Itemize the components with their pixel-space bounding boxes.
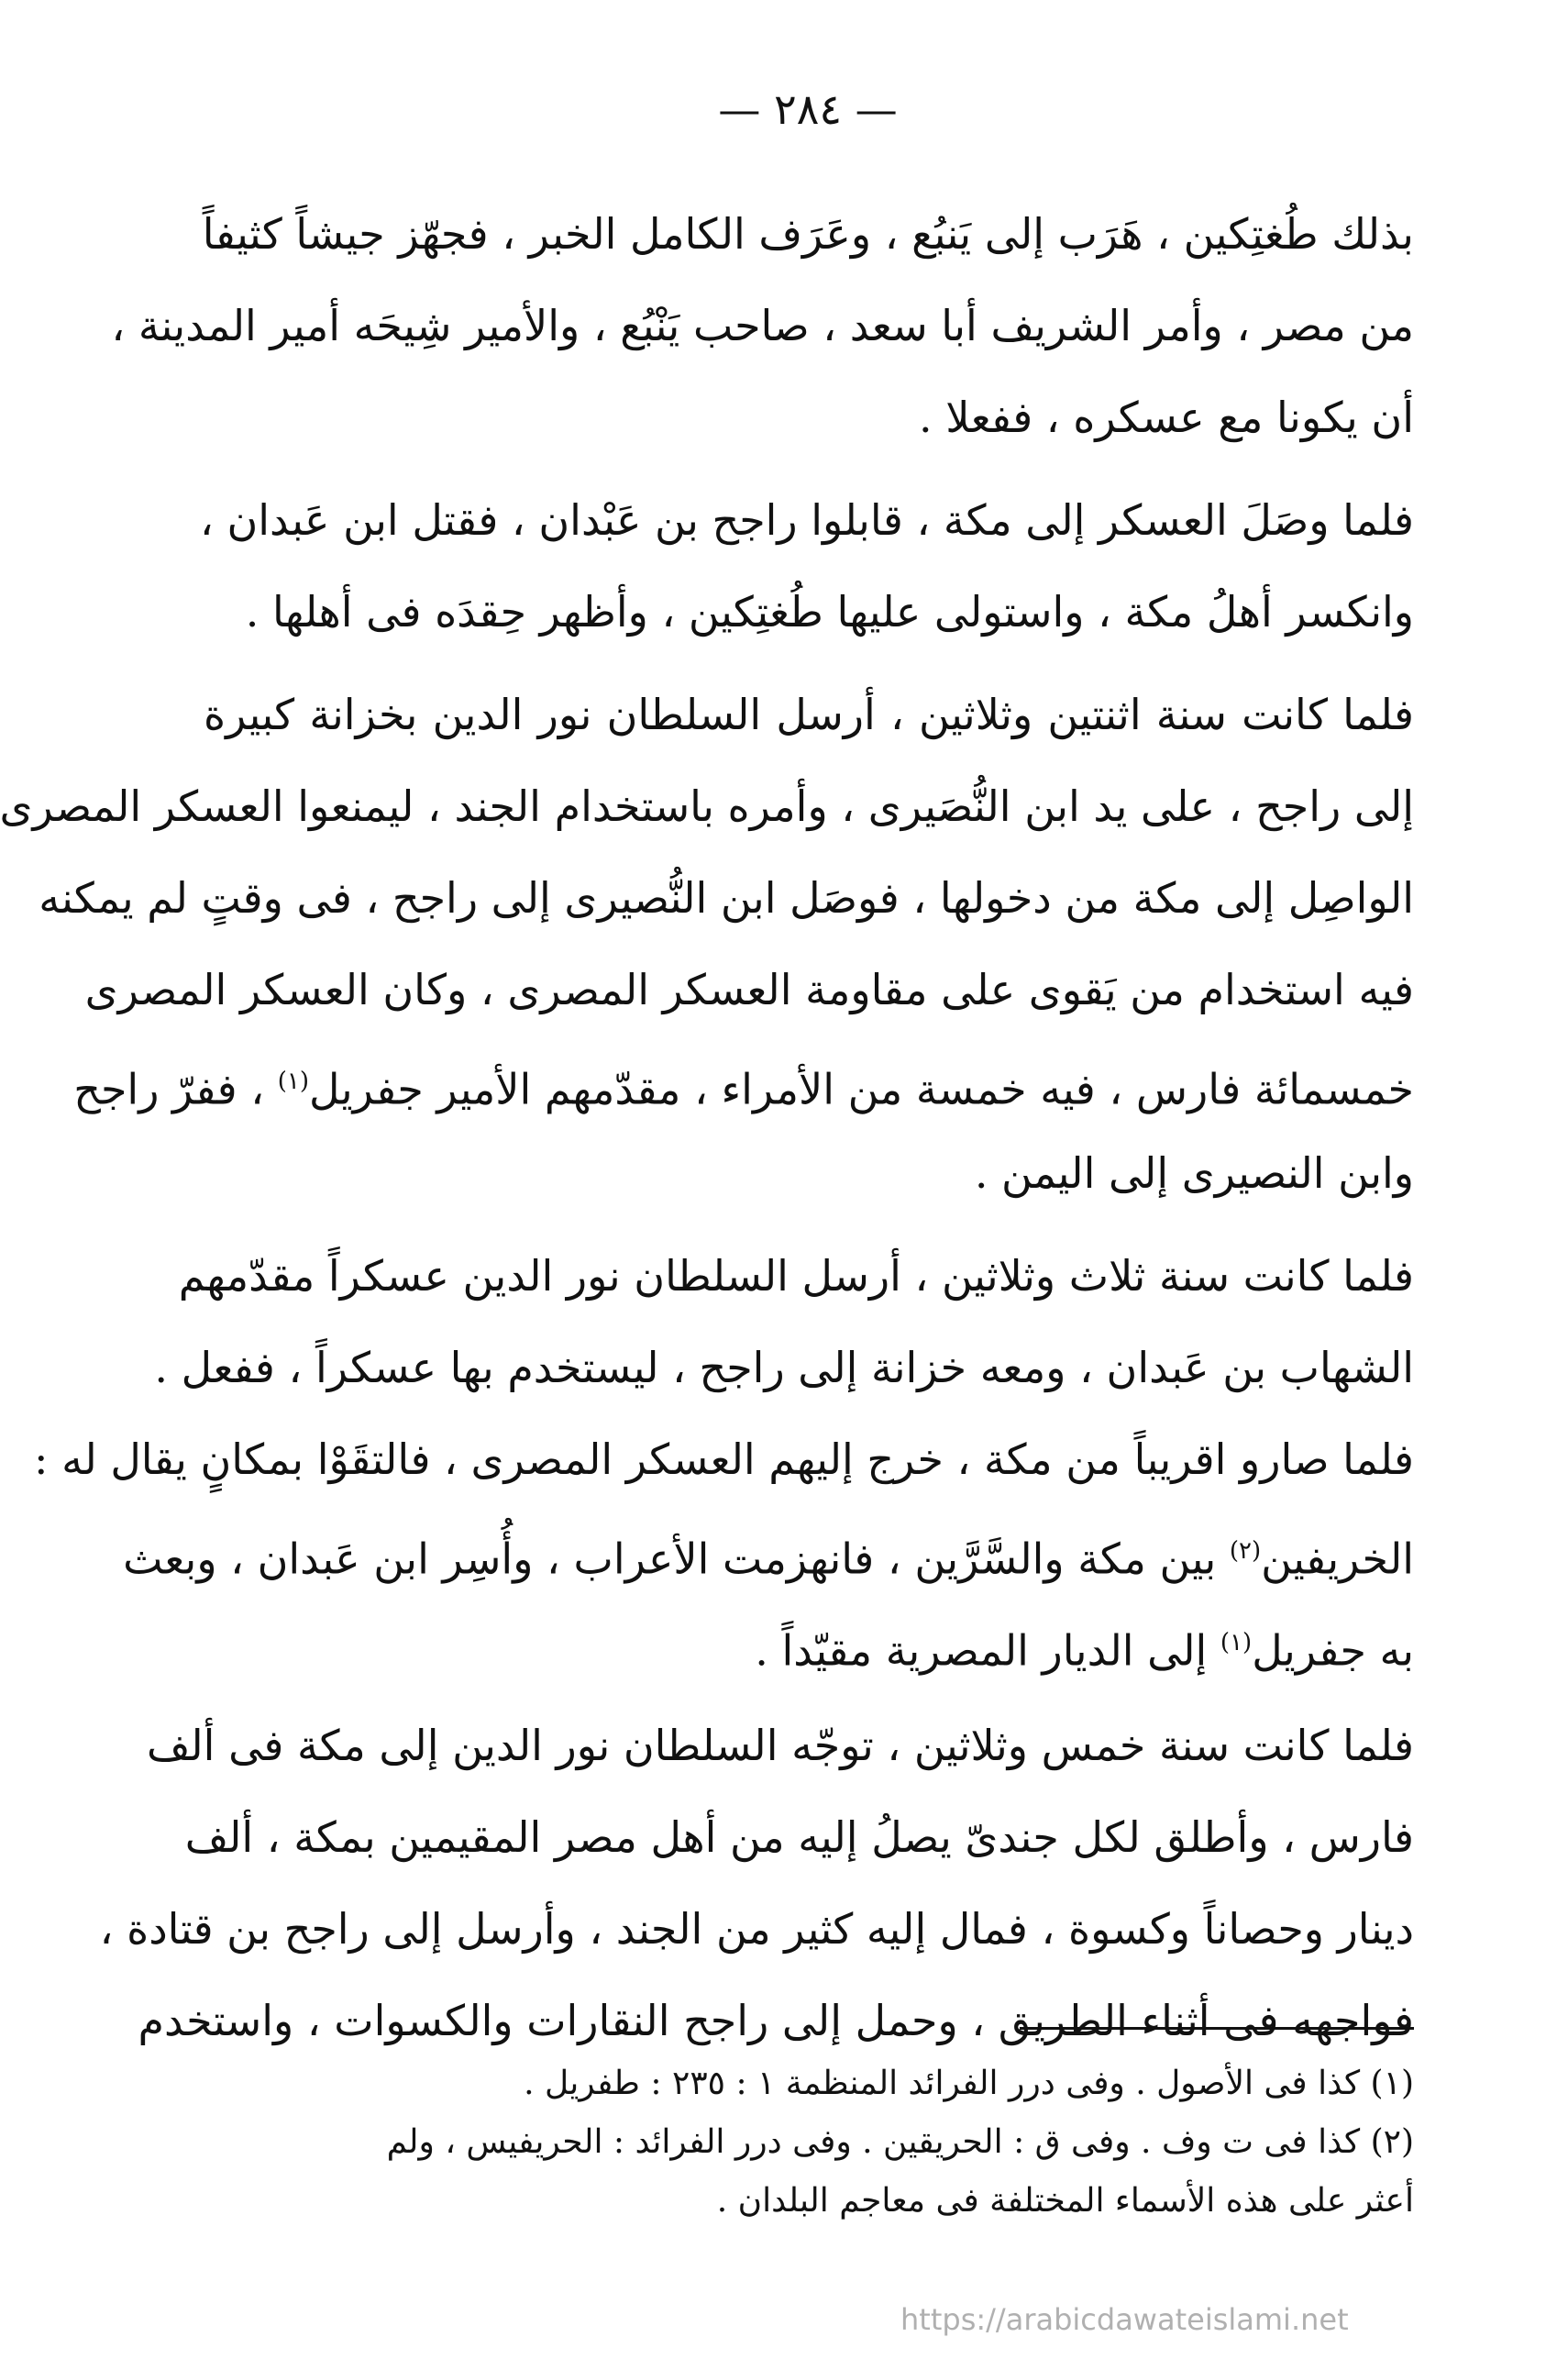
footnote-line: (١) كذا فى الأصول . وفى درر الفرائد المنظمة ١ : ٢٣٥ : طفريل . <box>524 2065 1414 2102</box>
text-line: فلما كانت سنة خمس وثلاثين ، توجّه السلطان نور الدين إلى مكة فى ألف <box>147 1721 1414 1770</box>
footnote-ref: (٢) <box>1229 1537 1262 1565</box>
footnote-line: أعثر على هذه الأسماء المختلفة فى معاجم البلدان . <box>716 2182 1414 2220</box>
text-line: إلى راجح ، على يد ابن النُّصَيرى ، وأمره باستخدام الجند ، ليمنعوا العسكر المصرى <box>0 781 1414 831</box>
text-fragment: خمسمائة فارس ، فيه خمسة من الأمراء ، مقدّمهم الأمير جفريل <box>309 1064 1414 1114</box>
watermark-url: https://arabicdawateislami.net <box>900 2302 1349 2337</box>
text-line: الواصِل إلى مكة من دخولها ، فوصَل ابن النُّصيرى إلى راجح ، فى وقتٍ لم يمكنه <box>39 873 1414 923</box>
text-line: فلما كانت سنة اثنتين وثلاثين ، أرسل السلطان نور الدين بخزانة كبيرة <box>204 690 1414 739</box>
text-fragment: به جفريل <box>1252 1625 1414 1676</box>
text-line: الشهاب بن عَبدان ، ومعه خزانة إلى راجح ، ليستخدم بها عسكراً ، ففعل . <box>154 1343 1414 1392</box>
paragraph-2 <box>199 474 1414 658</box>
text-fragment: إلى الديار المصرية مقيّداً . <box>755 1625 1220 1676</box>
text-line: فلما كانت سنة ثلاث وثلاثين ، أرسل السلطان نور الدين عسكراً مقدّمهم <box>178 1251 1414 1301</box>
text-line: أن يكونا مع عسكره ، ففعلا . <box>919 393 1414 442</box>
text-fragment: ، ففرّ راجح <box>73 1064 278 1114</box>
paragraph-1 <box>111 188 1414 463</box>
page-number: — ٢٨٤ — <box>718 84 898 134</box>
text-line: بذلك طُغتِكين ، هَرَب إلى يَنبُع ، وعَرَف الكامل الخبر ، فجهّز جيشاً كثيفاً <box>202 209 1414 259</box>
text-line: دينار وحصاناً وكسوة ، فمال إليه كثير من الجند ، وأرسل إلى راجح بن قتادة ، <box>99 1904 1414 1954</box>
paragraph-5 <box>99 1700 1414 2066</box>
footnote-divider <box>1020 2027 1414 2030</box>
footnote-line: (٢) كذا فى ت وف . وفى ق : الحريقين . وفى درر الفرائد : الحريفيس ، ولم <box>386 2123 1414 2161</box>
main-text <box>0 188 1414 2077</box>
text-line: فلما صارو اقريباً من مكة ، خرج إليهم العسكر المصرى ، فالتقَوْا بمكانٍ يقال له : <box>33 1434 1414 1484</box>
text-line: وانكسر أهلُ مكة ، واستولى عليها طُغتِكين ، وأظهر حِقدَه فى أهلها . <box>245 587 1414 637</box>
paragraph-4 <box>33 1230 1414 1689</box>
text-line: فواجهه فى أثناء الطريق ، وحمل إلى راجح النقارات والكسوات ، واستخدم <box>138 1996 1414 2045</box>
footnote-ref: (١) <box>1220 1629 1253 1656</box>
text-line: فلما وصَلَ العسكر إلى مكة ، قابلوا راجح بن عَبْدان ، فقتل ابن عَبدان ، <box>199 495 1414 545</box>
text-fragment: بين مكة والسَّرَّين ، فانهزمت الأعراب ، وأُسِر ابن عَبدان ، وبعث <box>123 1534 1230 1584</box>
text-line-with-footnote <box>73 1035 1414 1127</box>
footnotes <box>204 2054 1414 2231</box>
text-line: فارس ، وأطلق لكل جندىّ يصلُ إليه من أهل مصر المقيمين بمكة ، ألف <box>184 1812 1414 1862</box>
text-line: فيه استخدام من يَقوى على مقاومة العسكر المصرى ، وكان العسكر المصرى <box>84 965 1414 1014</box>
paragraph-3 <box>0 669 1414 1219</box>
text-line-with-footnote <box>204 1597 1414 1689</box>
text-line-with-footnote <box>123 1505 1414 1597</box>
footnote-ref: (١) <box>277 1068 310 1095</box>
text-line: وابن النصيرى إلى اليمن . <box>974 1148 1414 1198</box>
text-line: من مصر ، وأمر الشريف أبا سعد ، صاحب يَنْبُع ، والأمير شِيحَه أمير المدينة ، <box>111 301 1414 350</box>
text-fragment: الخريفين <box>1261 1534 1414 1584</box>
